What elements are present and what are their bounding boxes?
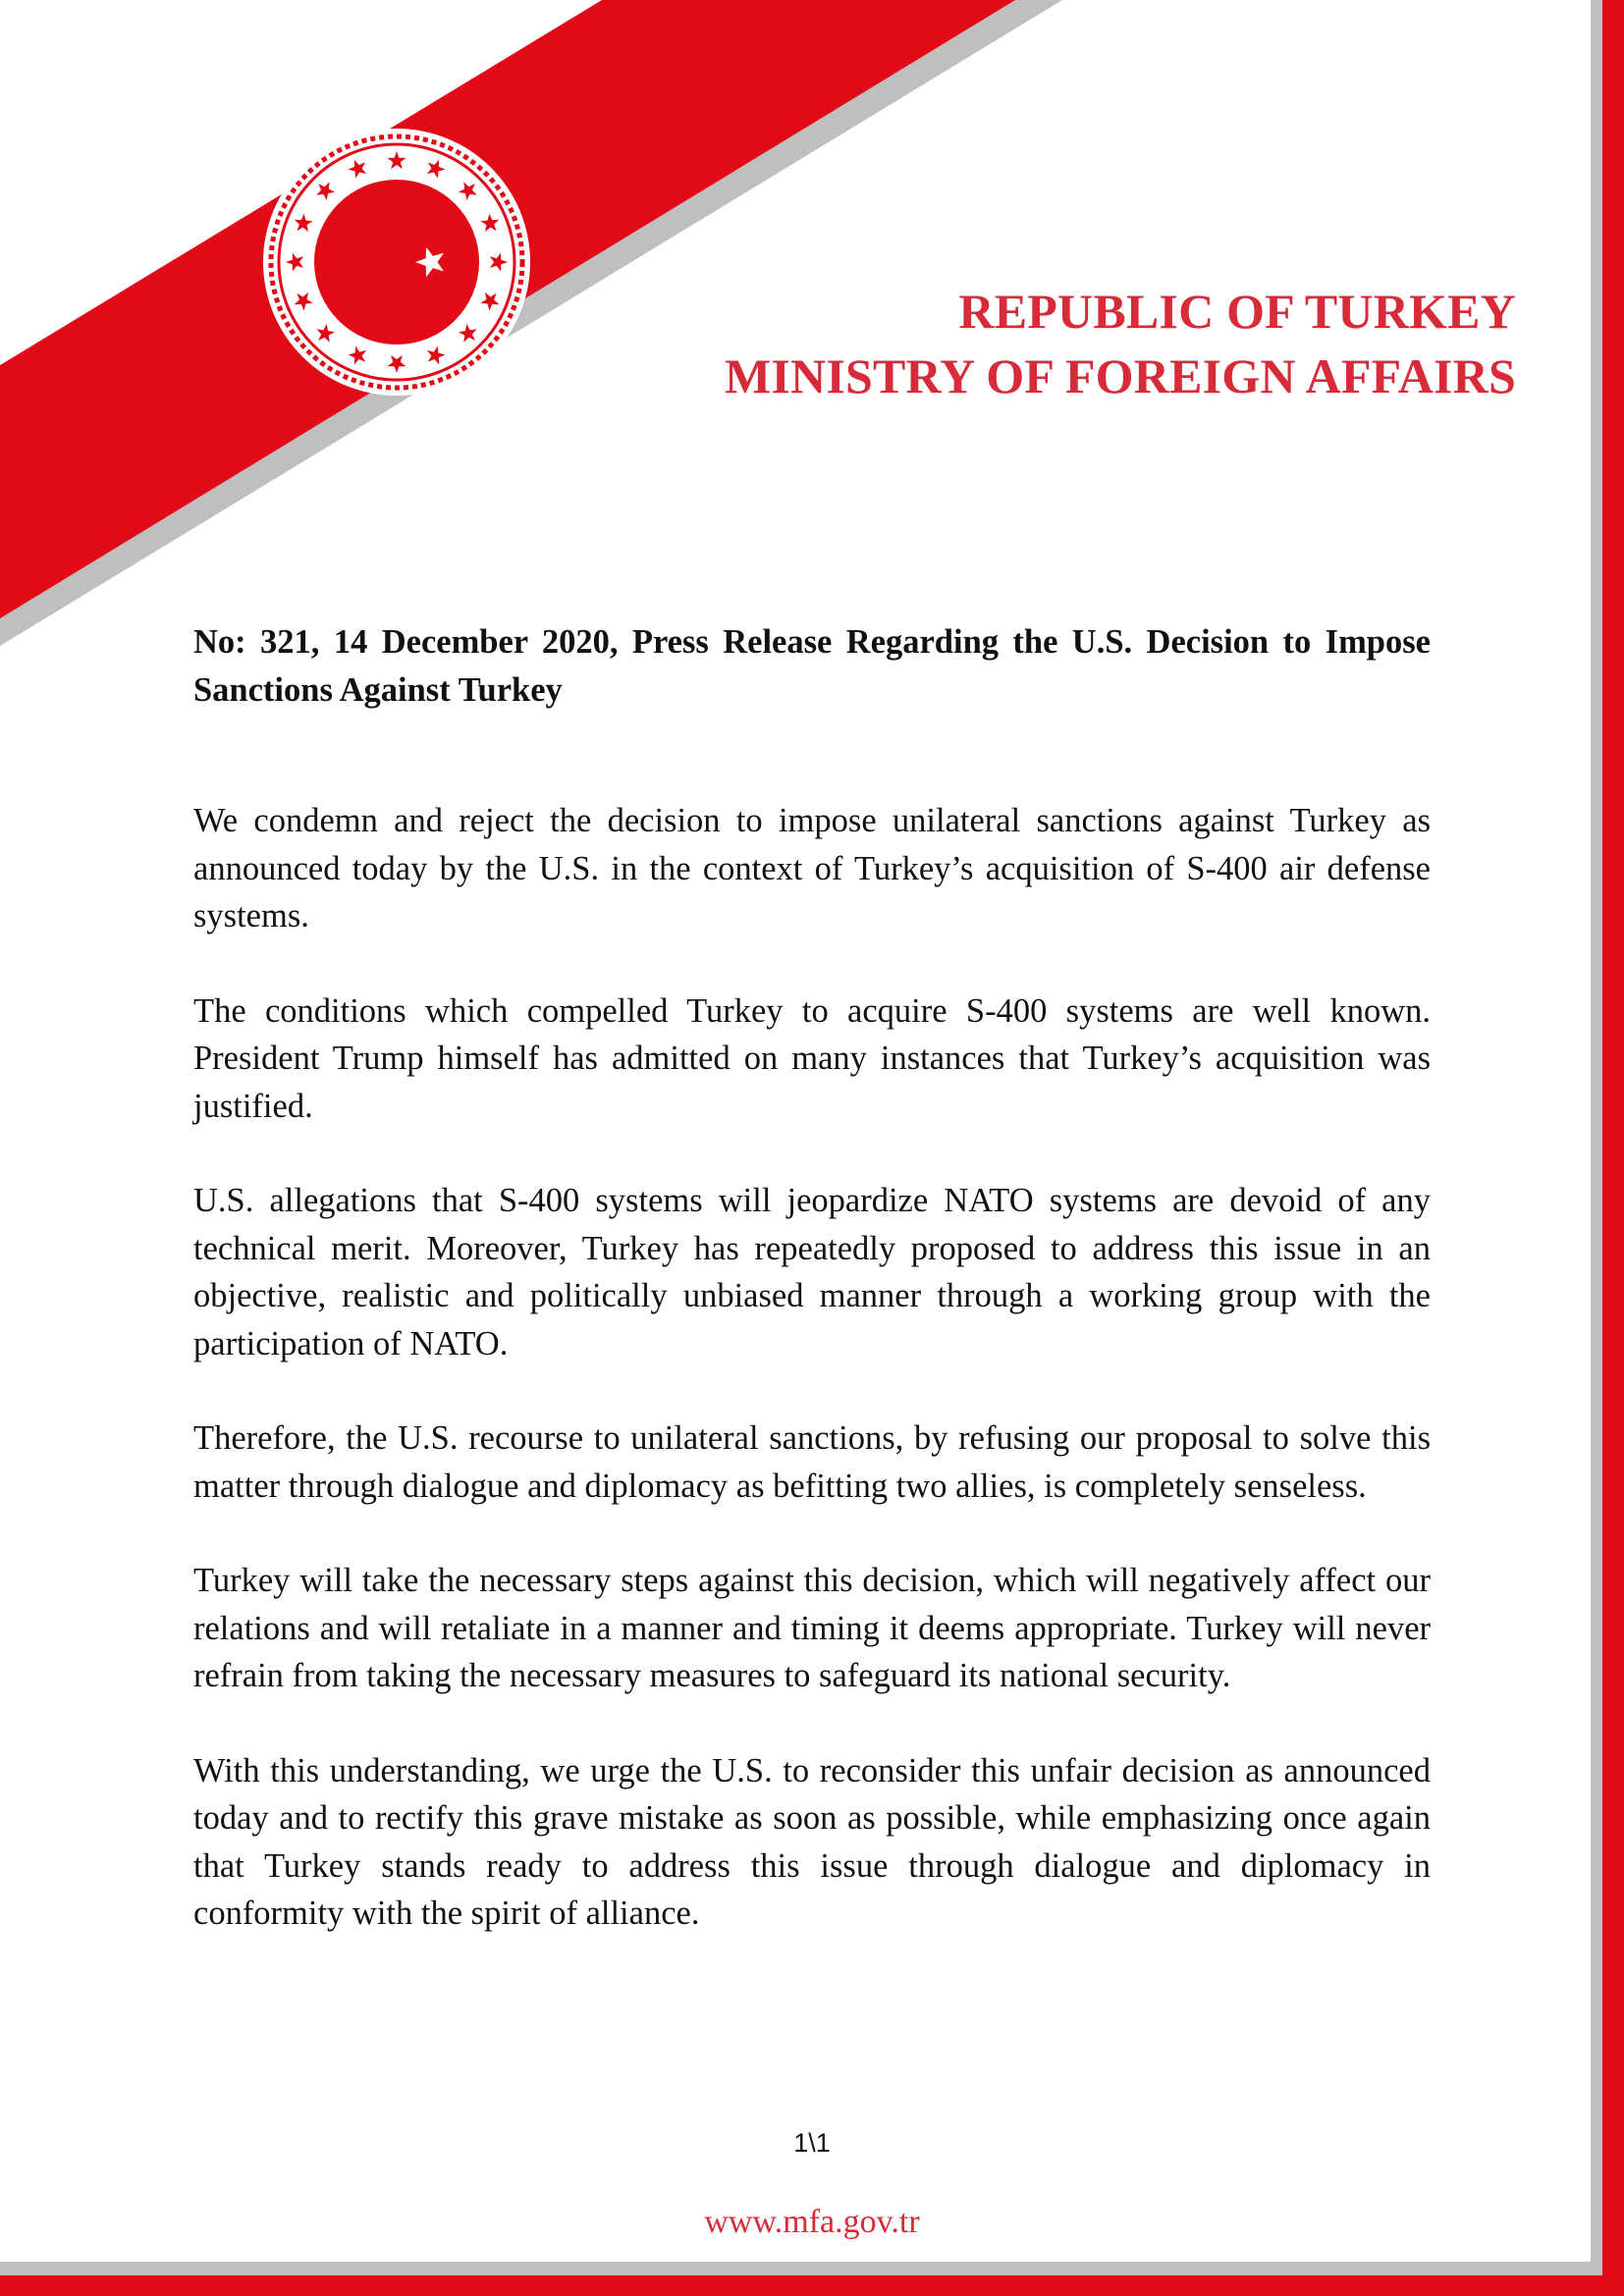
right-border-shadow	[1591, 0, 1602, 2296]
body-paragraph-1: We condemn and reject the decision to impose unilateral sanctions against Turkey as announced today by the U.S. in the context of Turkey’s acquisition of S-400 air defense systems.	[193, 802, 1431, 934]
press-release-title: No: 321, 14 December 2020, Press Release Regarding the U.S. Decision to Impose Sanctions Against Turkey	[193, 623, 1431, 709]
body-paragraph-5: Turkey will take the necessary steps against this decision, which will negatively affect our relations and will retaliate in a manner and timing it deems appropriate. Turkey will never refrain from taking the necessary measures to safeguard its national security.	[193, 1562, 1431, 1694]
body-paragraph-2: The conditions which compelled Turkey to acquire S-400 systems are well known. President Trump himself has admitted on many instances that Turkey’s acquisition was justified.	[193, 991, 1431, 1125]
right-border	[1602, 0, 1624, 2296]
emblem-center-disc	[314, 180, 479, 345]
body-paragraph-4: Therefore, the U.S. recourse to unilateral sanctions, by refusing our proposal to solve this matter through dialogue and diplomacy as befitting two allies, is completely senseless.	[193, 1419, 1431, 1505]
body-paragraph-3: U.S. allegations that S-400 systems will jeopardize NATO systems are devoid of any technical merit. Moreover, Turkey has repeatedly proposed to address this issue in an objective, realistic and politically unbiased manner through a working group with the participation of NATO.	[193, 1182, 1431, 1362]
bottom-border-shadow	[0, 2262, 1602, 2275]
website-link[interactable]: www.mfa.gov.tr	[704, 2204, 920, 2240]
header-ministry-name: MINISTRY OF FOREIGN AFFAIRS	[724, 348, 1516, 403]
press-release-body	[193, 618, 1431, 1985]
emblem-seal	[263, 129, 530, 396]
header-country-name: REPUBLIC OF TURKEY	[958, 284, 1516, 339]
bottom-border	[0, 2275, 1624, 2296]
page-number: 1\1	[793, 2128, 831, 2158]
body-paragraph-6: With this understanding, we urge the U.S. to reconsider this unfair decision as announced today and to rectify this grave mistake as soon as possible, while emphasizing once again that Turkey stands ready to address this issue through dialogue and diplomacy in conformity with the spirit of alliance.	[193, 1751, 1431, 1932]
ministry-header	[725, 279, 1516, 408]
